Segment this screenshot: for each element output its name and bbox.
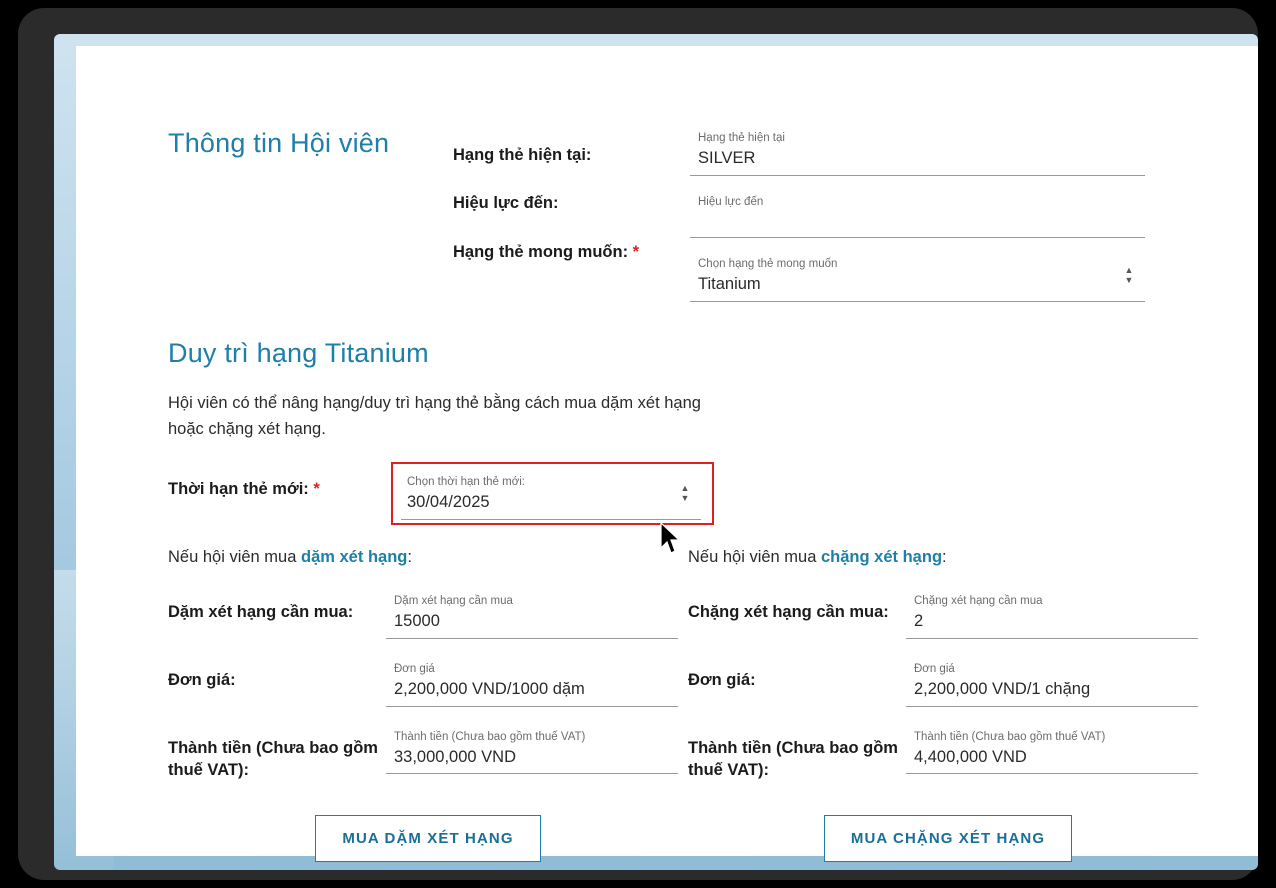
- segments-unit-price-float-label: Đơn giá: [914, 662, 955, 675]
- label-segments-qty: Chặng xét hạng cần mua:: [688, 603, 889, 622]
- miles-total-row: [168, 725, 688, 782]
- new-term-highlight-box: [391, 462, 714, 525]
- miles-qty-row: [168, 589, 688, 639]
- buy-segments-button[interactable]: MUA CHẶNG XÉT HẠNG: [824, 815, 1072, 862]
- maintain-section: [168, 338, 1208, 862]
- desired-tier-value: Titanium: [698, 275, 761, 294]
- required-asterisk-new-term: *: [313, 480, 320, 499]
- buy-segments-button-wrap: [688, 815, 1208, 862]
- label-new-term: [168, 478, 320, 500]
- label-miles-unit-price: Đơn giá:: [168, 670, 236, 689]
- member-info-title: Thông tin Hội viên: [168, 128, 390, 158]
- segments-qty-row: [688, 589, 1208, 639]
- miles-unit-price-value: 2,200,000 VND/1000 dặm: [394, 680, 585, 699]
- miles-qty-float-label: Dặm xét hạng cần mua: [394, 595, 513, 608]
- segments-unit-price-field: [906, 657, 1198, 707]
- valid-until-float-label: Hiệu lực đến: [698, 195, 764, 208]
- segments-column: [688, 548, 1208, 799]
- new-term-select[interactable]: [401, 470, 701, 520]
- form-content: [168, 106, 1208, 862]
- miles-total-field: [386, 725, 678, 775]
- member-info-labels: [453, 144, 668, 289]
- segments-column-intro: [688, 548, 1208, 567]
- miles-total-float-label: Thành tiền (Chưa bao gồm thuế VAT): [394, 730, 586, 743]
- miles-qty-value: 15000: [394, 612, 440, 631]
- segments-total-field: [906, 725, 1198, 775]
- miles-column: [168, 548, 688, 799]
- label-desired-tier-text: Hạng thẻ mong muốn:: [453, 242, 629, 261]
- miles-intro-prefix: Nếu hội viên mua: [168, 548, 301, 567]
- segments-intro-suffix: :: [942, 548, 947, 567]
- member-info-fields: [690, 126, 1145, 316]
- label-miles-qty: Dặm xét hạng cần mua:: [168, 603, 354, 622]
- action-buttons-row: [168, 815, 1208, 862]
- buy-miles-button[interactable]: MUA DẶM XÉT HẠNG: [315, 815, 540, 862]
- segments-unitprice-row: [688, 657, 1208, 707]
- valid-until-value: [698, 212, 1145, 232]
- new-term-row: [168, 462, 1208, 534]
- label-current-tier: Hạng thẻ hiện tại:: [453, 146, 592, 164]
- chevron-up-icon: ▲: [680, 483, 690, 494]
- label-valid-until: Hiệu lực đến:: [453, 194, 559, 213]
- segments-qty-value: 2: [914, 612, 924, 631]
- current-tier-field: [690, 126, 1145, 176]
- miles-unit-price-float-label: Đơn giá: [394, 662, 435, 675]
- miles-unitprice-row: [168, 657, 688, 707]
- label-segments-unit-price: Đơn giá:: [688, 670, 756, 689]
- current-tier-value: SILVER: [698, 149, 756, 168]
- maintain-title: Duy trì hạng Titanium: [168, 338, 429, 368]
- buy-miles-button-wrap: [168, 815, 688, 862]
- segments-total-value: 4,400,000 VND: [914, 747, 1027, 766]
- label-segments-total: Thành tiền (Chưa bao gồm thuế VAT):: [688, 738, 898, 779]
- chevron-up-icon: ▲: [1124, 265, 1134, 276]
- label-desired-tier: [453, 241, 668, 263]
- segments-intro-prefix: Nếu hội viên mua: [688, 548, 821, 567]
- purchase-columns: [168, 548, 1208, 799]
- new-term-float-label: Chọn thời hạn thẻ mới:: [407, 476, 526, 489]
- miles-intro-suffix: :: [407, 548, 412, 567]
- segments-total-row: [688, 725, 1208, 782]
- segments-qty-float-label: Chặng xét hạng cần mua: [914, 595, 1043, 608]
- label-miles-total: Thành tiền (Chưa bao gồm thuế VAT):: [168, 738, 378, 779]
- miles-column-intro: [168, 548, 688, 567]
- member-info-section: [168, 106, 1208, 306]
- new-term-value: 30/04/2025: [407, 493, 490, 512]
- spinner-up-down-icon[interactable]: [679, 483, 691, 505]
- label-new-term-text: Thời hạn thẻ mới:: [168, 480, 309, 499]
- miles-qty-input[interactable]: [386, 589, 678, 639]
- miles-intro-strong: dặm xét hạng: [301, 548, 408, 567]
- maintain-description: Hội viên có thể nâng hạng/duy trì hạng thẻ bằng cách mua dặm xét hạng hoặc chặng xét hạng.: [168, 394, 701, 438]
- desired-tier-select[interactable]: [690, 252, 1145, 302]
- spinner-up-down-icon[interactable]: [1123, 265, 1135, 287]
- chevron-down-icon: ▼: [1124, 275, 1134, 286]
- segments-intro-strong: chặng xét hạng: [821, 548, 943, 567]
- miles-unit-price-field: [386, 657, 678, 707]
- segments-unit-price-value: 2,200,000 VND/1 chặng: [914, 680, 1091, 699]
- device-screen: [54, 34, 1258, 870]
- chevron-down-icon: ▼: [680, 493, 690, 504]
- required-asterisk-desired-tier: *: [632, 242, 640, 261]
- segments-qty-input[interactable]: [906, 589, 1198, 639]
- current-tier-float-label: Hạng thẻ hiện tại: [698, 132, 785, 144]
- form-page: [76, 46, 1258, 856]
- miles-total-value: 33,000,000 VND: [394, 747, 517, 766]
- desired-tier-float-label: Chọn hạng thẻ mong muốn: [698, 257, 838, 270]
- segments-total-float-label: Thành tiền (Chưa bao gồm thuế VAT): [914, 730, 1106, 743]
- device-bezel: [18, 8, 1258, 880]
- valid-until-field: [690, 190, 1145, 238]
